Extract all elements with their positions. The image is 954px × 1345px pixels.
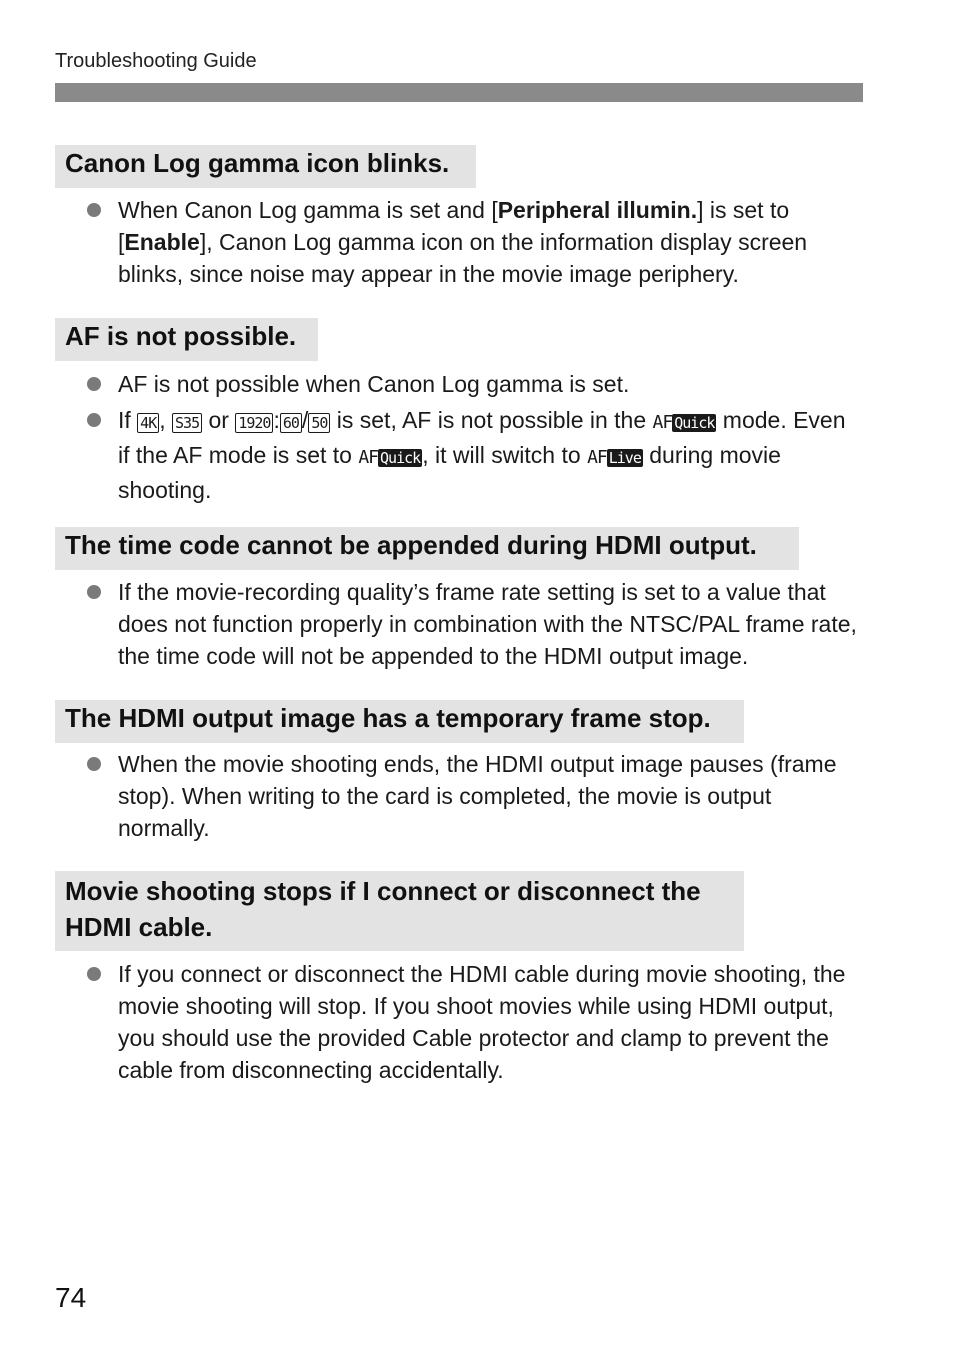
bullet-list-frame-stop (86, 748, 860, 844)
bullet-dot-icon (87, 377, 101, 391)
bullet-list-time-code (86, 576, 860, 672)
list-item: When Canon Log gamma is set and [Peripheral illumin.] is set to [Enable], Canon Log gamma icon on the information display screen blinks, since noise may appear in the movie image periphery. (86, 194, 860, 290)
header-divider-bar (55, 83, 863, 102)
movie-1920-icon: 1920 (235, 407, 273, 439)
list-item: If you connect or disconnect the HDMI cable during movie shooting, the movie shooting will stop. If you shoot movies while using HDMI output, you should use the provided Cable protector and clamp to prevent the cable from disconnecting accidentally. (86, 958, 860, 1086)
section-title-canon-log: Canon Log gamma icon blinks. (55, 145, 476, 188)
movie-60fps-icon: 60 (280, 407, 302, 439)
list-item: When the movie shooting ends, the HDMI output image pauses (frame stop). When writing to the card is completed, the movie is output normally. (86, 748, 860, 844)
bullet-list-hdmi-cable (86, 958, 860, 1086)
movie-4k-icon: 4K (137, 407, 159, 439)
movie-50fps-icon: 50 (308, 407, 330, 439)
section-title-frame-stop: The HDMI output image has a temporary frame stop. (55, 700, 744, 743)
page-number: 74 (55, 1282, 87, 1313)
movie-s35-icon: S35 (172, 407, 202, 439)
bullet-dot-icon (87, 413, 101, 427)
list-item: If the movie-recording quality’s frame rate setting is set to a value that does not function properly in combination with the NTSC/PAL frame rate, the time code will not be appended to the HDMI output image. (86, 576, 860, 672)
bullet-dot-icon (87, 757, 101, 771)
section-title-hdmi-cable: Movie shooting stops if I connect or disconnect the HDMI cable. (55, 871, 744, 951)
menu-name-peripheral-illumin: Peripheral illumin. (497, 197, 698, 223)
bullet-dot-icon (87, 585, 101, 599)
af-quick-icon: AF Quick (358, 447, 421, 468)
bullet-dot-icon (87, 967, 101, 981)
bullet-dot-icon (87, 203, 101, 217)
af-quick-icon: AF Quick (652, 412, 715, 433)
list-item: AF is not possible when Canon Log gamma is set. (86, 368, 860, 400)
list-item: If 4K , S35 or 1920 : 60 / 50 is set, AF is not possible in the AF Quick mode. Even if the AF mode is set to AF Quick, it will switch to AF Live during movie shooting. (86, 404, 860, 506)
setting-value-enable: Enable (124, 229, 200, 255)
section-title-af-not-possible: AF is not possible. (55, 318, 318, 361)
bullet-list-af (86, 368, 860, 506)
running-head: Troubleshooting Guide (55, 50, 257, 72)
bullet-list-canon-log (86, 194, 860, 290)
af-live-icon: AF Live (587, 447, 641, 468)
section-title-time-code: The time code cannot be appended during HDMI output. (55, 527, 799, 570)
